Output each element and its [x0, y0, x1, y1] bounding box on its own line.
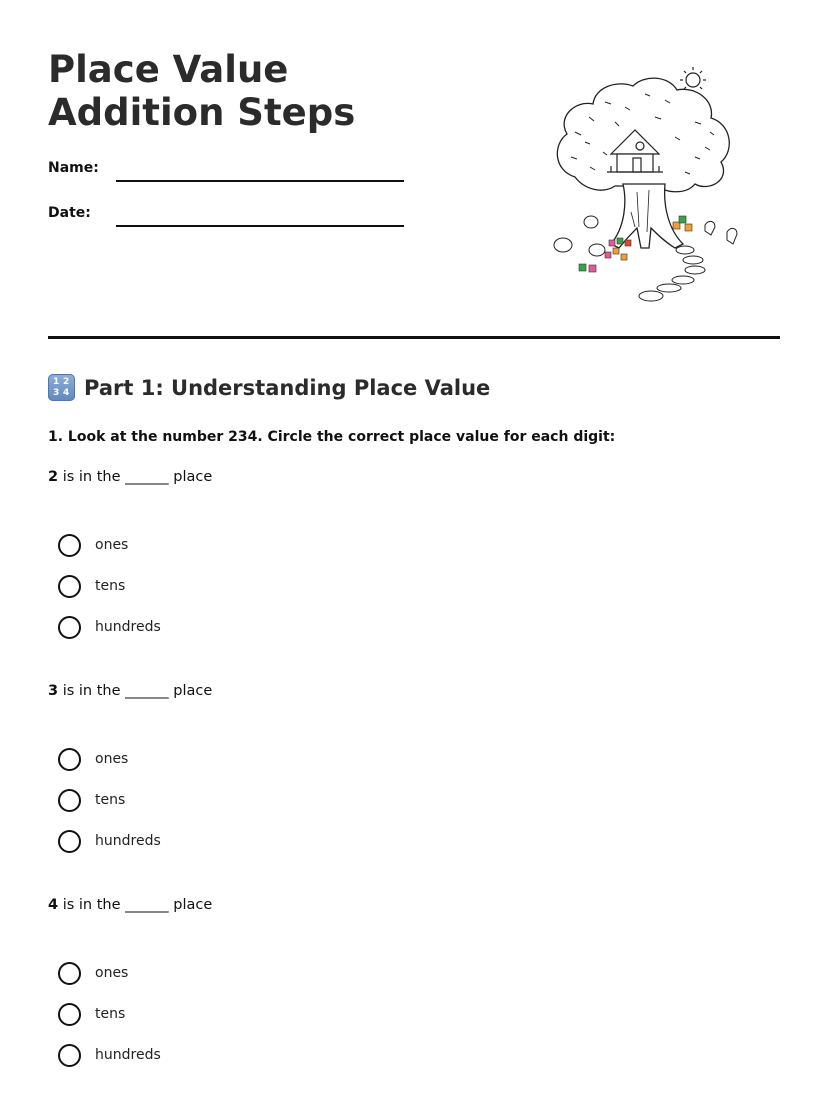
- question-digit: 4: [48, 897, 59, 913]
- option-label: ones: [95, 537, 129, 553]
- option-label: hundreds: [95, 833, 161, 849]
- treehouse-illustration: [545, 62, 750, 307]
- bird-icon: [705, 221, 715, 235]
- option-label: hundreds: [95, 619, 161, 635]
- option-label: ones: [95, 751, 129, 767]
- radio-circle[interactable]: [58, 534, 81, 557]
- date-label: Date:: [48, 205, 91, 221]
- option-hundreds[interactable]: [58, 1043, 161, 1067]
- option-label: tens: [95, 1006, 126, 1022]
- radio-circle[interactable]: [58, 616, 81, 639]
- question-text: is in the ______ place: [62, 469, 213, 485]
- question-2: [48, 683, 212, 699]
- question-1: [48, 469, 212, 485]
- option-hundreds[interactable]: [58, 615, 161, 639]
- option-label: hundreds: [95, 1047, 161, 1063]
- option-ones[interactable]: [58, 533, 128, 557]
- part1-title: [48, 374, 490, 401]
- stepping-stones: [639, 246, 705, 301]
- instruction: 1. Look at the number 234. Circle the correct place value for each digit:: [48, 429, 616, 445]
- date-field[interactable]: [116, 225, 404, 227]
- name-label: Name:: [48, 160, 99, 176]
- option-ones[interactable]: [58, 961, 128, 985]
- question-text: is in the ______ place: [62, 897, 213, 913]
- option-tens[interactable]: [58, 574, 125, 598]
- page-title: Place Value Addition Steps: [48, 48, 356, 134]
- option-tens[interactable]: [58, 1002, 125, 1026]
- sheep-icon: [554, 238, 572, 252]
- part1-title-text: Part 1: Understanding Place Value: [84, 375, 491, 400]
- option-tens[interactable]: [58, 788, 125, 812]
- numbers-keycap-icon: 1 2 3 4: [48, 374, 75, 401]
- option-label: tens: [95, 578, 126, 594]
- radio-circle[interactable]: [58, 830, 81, 853]
- question-text: is in the ______ place: [62, 683, 213, 699]
- radio-circle[interactable]: [58, 748, 81, 771]
- option-ones[interactable]: [58, 747, 128, 771]
- question-digit: 2: [48, 469, 59, 485]
- tree-canopy: [557, 78, 729, 192]
- radio-circle[interactable]: [58, 962, 81, 985]
- name-field[interactable]: [116, 180, 404, 182]
- option-hundreds[interactable]: [58, 829, 161, 853]
- question-3: [48, 897, 212, 913]
- section-divider: [48, 336, 780, 339]
- question-digit: 3: [48, 683, 59, 699]
- radio-circle[interactable]: [58, 575, 81, 598]
- radio-circle[interactable]: [58, 789, 81, 812]
- radio-circle[interactable]: [58, 1044, 81, 1067]
- option-label: tens: [95, 792, 126, 808]
- option-label: ones: [95, 965, 129, 981]
- radio-circle[interactable]: [58, 1003, 81, 1026]
